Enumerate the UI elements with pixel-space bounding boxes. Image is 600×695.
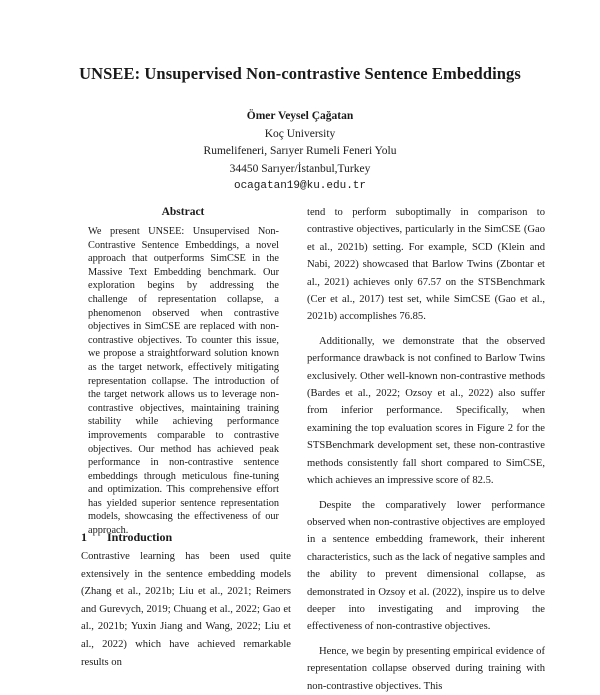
paragraph: tend to perform suboptimally in comparison to contrastive objectives, particularly in the SimCSE (Gao et al., 2021b) setting. For example, SCD (Klein and Nabi, 2022) showcased that Barlow Twins (Zbontar et al., 2021) achieves only 67.57 on the STSBenchmark (Cer et al., 2017) test set, while SimCSE (Gao et al., 2021b) accomplishes 76.85. [307, 207, 545, 323]
section-title: Introduction [107, 530, 173, 544]
author-address-line2: 34450 Sarıyer/İstanbul,Turkey [229, 162, 371, 175]
paragraph: Despite the comparatively lower performance observed when non-contrastive objectives are employed in a sentence embedding framework, their inherent characteristics, such as the lack of negative samples and the ability to prevent dimensional collapse, as demonstrated in Ozsoy et al. (2022), inspire us to delve deeper into investigating and improving the effectiveness of non-contrastive objectives. [307, 499, 545, 633]
author-email: ocagatan19@ku.edu.tr [233, 180, 367, 192]
paragraph: Hence, we begin by presenting empirical evidence of representation collapse observed during training with non-contrastive objectives. This [307, 645, 545, 692]
paper-title: UNSEE: Unsupervised Non-contrastive Sentence Embeddings [79, 64, 521, 83]
abstract-text: We present UNSEE: Unsupervised Non-Contrastive Sentence Embeddings, a novel approach that outperforms SimCSE in the Massive Text Embedding benchmark. Our exploration begins by addressing the challenge of representation collapse, a phenomenon observed when contrastive objectives in SimCSE are replaced with non-contrastive objectives. To counter this issue, we propose a straightforward solution known as the target network, effectively mitigating representation collapse. The introduction of the target network allows us to leverage non-contrastive objectives, maintaining training stability while achieving performance improvements comparable to contrastive objectives. Our method has achieved peak performance in non-contrastive sentence embeddings through meticulous fine-tuning and optimization. This comprehensive effort has yielded superior sentence representation models, showcasing the effectiveness of our approach. [88, 226, 279, 537]
author-affiliation: Koç University [264, 127, 336, 140]
author-name: Ömer Veysel Çağatan [246, 110, 354, 122]
section-heading-introduction [81, 530, 172, 545]
paragraph: Additionally, we demonstrate that the observed performance drawback is not confined to Barlow Twins exclusively. Other well-known non-contrastive methods (Bardes et al., 2022; Ozsoy et al., 2022) also suffer from inferior performance. Specifically, when examining the top evaluation scores in Figure 2 for the STSBenchmark development set, these non-contrastive methods consistently fall short compared to SimCSE, which achieves an impressive score of 82.5. [307, 335, 545, 487]
right-column [307, 204, 545, 695]
abstract-heading: Abstract [161, 206, 205, 218]
author-block [0, 108, 600, 196]
introduction-text: Contrastive learning has been used quite extensively in the sentence embedding models (Zhang et al., 2021b; Liu et al., 2021; Reimers and Gurevych, 2019; Chuang et al., 2022; Gao et al., 2021b; Yuxin Jiang and Wang, 2022; Liu et al., 2022) which have achieved remarkable results on [81, 551, 291, 668]
author-address-line1: Rumelifeneri, Sarıyer Rumeli Feneri Yolu [203, 145, 397, 157]
section-number: 1 [81, 530, 87, 544]
